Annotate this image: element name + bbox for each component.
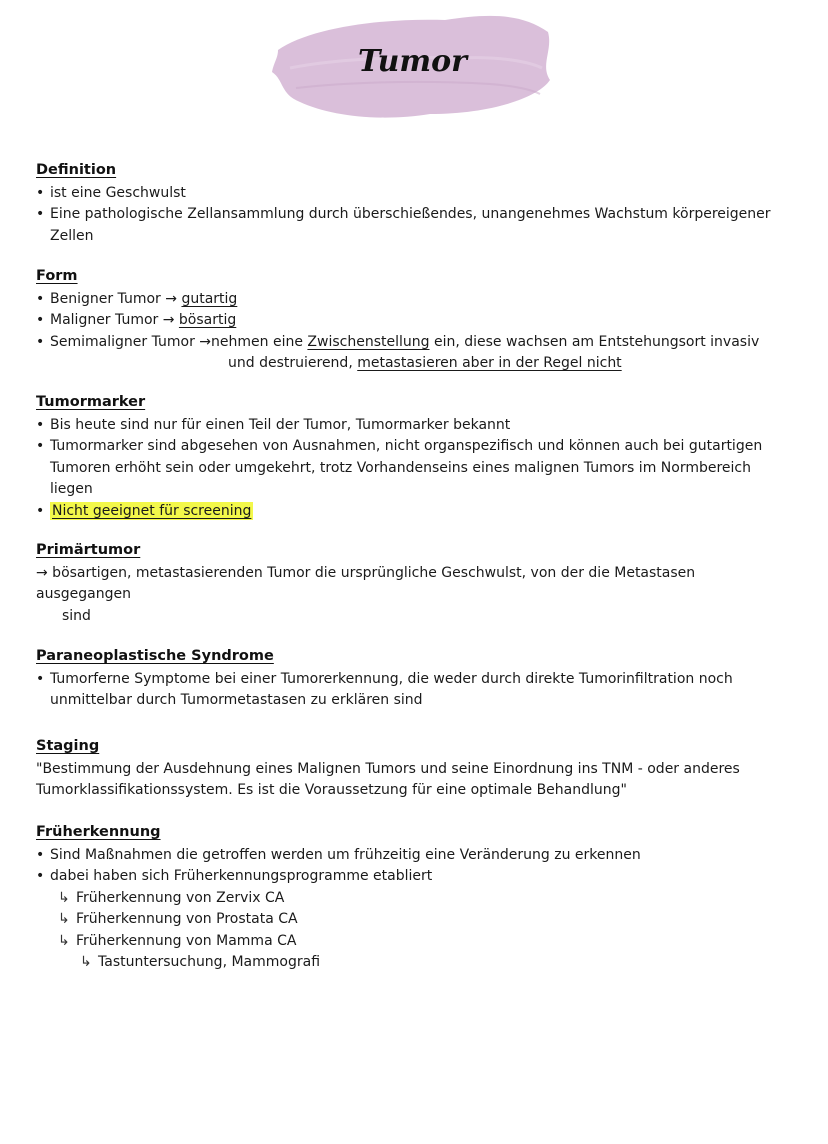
quote-line: "Bestimmung der Ausdehnung eines Malignen Tumors und seine Einordnung ins TNM - oder anderes bbox=[36, 760, 740, 777]
list-item-continuation: und destruierend, metastasieren aber in der Regel nicht bbox=[228, 355, 622, 371]
list-item: • ist eine Geschwulst bbox=[36, 184, 186, 201]
section-tumormarker bbox=[36, 392, 792, 522]
text-line: sind bbox=[62, 607, 91, 624]
list-item: • dabei haben sich Früherkennungsprogramme etabliert bbox=[36, 868, 433, 884]
text-line: → bösartigen, metastasierenden Tumor die ursprüngliche Geschwulst, von der die Metastasen bbox=[36, 564, 696, 581]
heading-frueherkennung: Früherkennung bbox=[36, 824, 161, 840]
section-frueherkennung bbox=[36, 822, 792, 974]
list-item: • Tumorferne Symptome bei einer Tumorerkennung, die weder durch direkte Tumorinfiltration noch bbox=[36, 670, 733, 687]
return-arrow-icon: ↳ bbox=[58, 932, 70, 949]
sub-list-item: ↳ Früherkennung von Zervix CA bbox=[36, 888, 792, 910]
list-item-highlighted: • Nicht geeignet für screening bbox=[36, 502, 252, 519]
heading-primaertumor: Primärtumor bbox=[36, 542, 141, 558]
list-item-continuation: liegen bbox=[50, 481, 93, 497]
return-arrow-icon: ↳ bbox=[58, 911, 70, 927]
sub-list-item: ↳ Früherkennung von Prostata CA bbox=[36, 909, 792, 931]
list-item: • Sind Maßnahmen die getroffen werden um frühzeitig eine Veränderung zu erkennen bbox=[36, 846, 641, 863]
return-arrow-icon: ↳ bbox=[58, 889, 70, 906]
section-paraneoplastische-syndrome bbox=[36, 646, 792, 712]
sub-sub-list-item: ↳ Tastuntersuchung, Mammografi bbox=[36, 952, 792, 974]
heading-tumormarker: Tumormarker bbox=[36, 394, 146, 410]
title-banner bbox=[270, 10, 555, 122]
quote-line: Tumorklassifikationssystem. Es ist die Voraussetzung für eine optimale Behandlung" bbox=[36, 782, 627, 798]
section-primaertumor bbox=[36, 540, 792, 627]
section-form bbox=[36, 266, 792, 375]
list-item: • Tumormarker sind abgesehen von Ausnahmen, nicht organspezifisch und können auch bei gutartigen bbox=[36, 438, 763, 454]
list-item: • Eine pathologische Zellansammlung durch überschießendes, unangenehmes Wachstum körpereigener Zellen bbox=[36, 206, 771, 244]
page-title: Tumor bbox=[358, 44, 467, 79]
list-item-continuation: unmittelbar durch Tumormetastasen zu erklären sind bbox=[50, 692, 423, 708]
heading-definition: Definition bbox=[36, 162, 117, 178]
section-definition bbox=[36, 160, 792, 247]
text-line: ausgegangen bbox=[36, 586, 131, 602]
list-item-continuation: Tumoren erhöht sein oder umgekehrt, trotz Vorhandenseins eines malignen Tumors im Normbereich bbox=[50, 459, 751, 476]
heading-form: Form bbox=[36, 268, 78, 284]
sub-list-item: ↳ Früherkennung von Mamma CA bbox=[36, 931, 792, 953]
list-item: • Benigner Tumor → gutartig bbox=[36, 290, 238, 307]
heading-paraneoplastische-syndrome: Paraneoplastische Syndrome bbox=[36, 648, 274, 664]
list-item: • Maligner Tumor → bösartig bbox=[36, 312, 237, 328]
list-item: • Semimaligner Tumor →nehmen eine Zwischenstellung ein, diese wachsen am Entstehungsort invasiv bbox=[36, 333, 760, 350]
heading-staging: Staging bbox=[36, 738, 100, 754]
list-item: • Bis heute sind nur für einen Teil der Tumor, Tumormarker bekannt bbox=[36, 416, 511, 433]
return-arrow-icon: ↳ bbox=[80, 954, 92, 970]
section-staging bbox=[36, 736, 792, 802]
